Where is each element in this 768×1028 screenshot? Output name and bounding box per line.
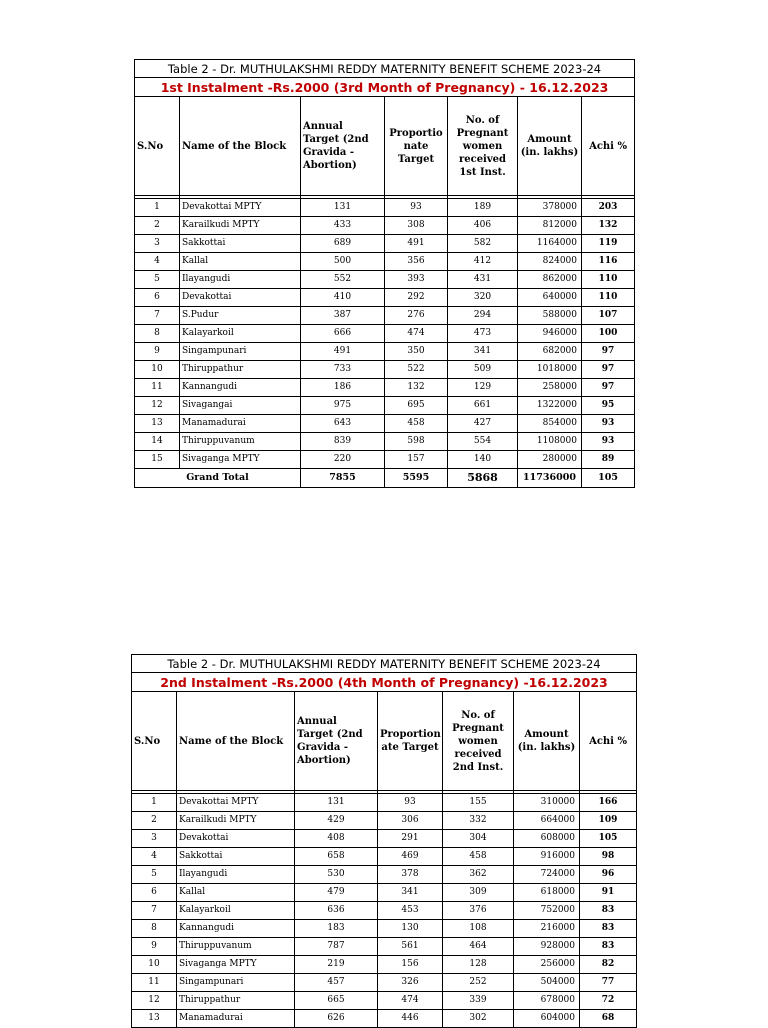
cell-women-received: 406 bbox=[448, 217, 518, 235]
cell-proportionate-target: 306 bbox=[378, 812, 443, 830]
cell-sno: 1 bbox=[135, 199, 180, 217]
cell-sno: 11 bbox=[135, 379, 180, 397]
cell-sno: 3 bbox=[132, 830, 177, 848]
cell-annual-target: 689 bbox=[301, 235, 385, 253]
grand-total-achi: 105 bbox=[582, 469, 635, 488]
cell-annual-target: 975 bbox=[301, 397, 385, 415]
table-body bbox=[132, 791, 637, 1028]
table-row bbox=[135, 433, 635, 451]
cell-amount: 504000 bbox=[514, 974, 580, 992]
cell-amount: 824000 bbox=[518, 253, 582, 271]
cell-proportionate-target: 474 bbox=[378, 992, 443, 1010]
cell-amount: 310000 bbox=[514, 794, 580, 812]
cell-proportionate-target: 341 bbox=[378, 884, 443, 902]
header-amount: Amount (in. lakhs) bbox=[514, 692, 580, 791]
table-row bbox=[132, 794, 637, 812]
table-row bbox=[132, 812, 637, 830]
table-title: Table 2 - Dr. MUTHULAKSHMI REDDY MATERNITY BENEFIT SCHEME 2023-24 bbox=[135, 60, 635, 78]
table-row bbox=[132, 902, 637, 920]
cell-block-name: Thiruppathur bbox=[177, 992, 295, 1010]
cell-amount: 378000 bbox=[518, 199, 582, 217]
header-block: Name of the Block bbox=[180, 97, 301, 196]
cell-women-received: 155 bbox=[443, 794, 514, 812]
cell-block-name: Manamadurai bbox=[180, 415, 301, 433]
cell-sno: 8 bbox=[135, 325, 180, 343]
cell-amount: 618000 bbox=[514, 884, 580, 902]
cell-block-name: Kannangudi bbox=[180, 379, 301, 397]
cell-annual-target: 410 bbox=[301, 289, 385, 307]
cell-sno: 5 bbox=[132, 866, 177, 884]
table-row bbox=[135, 397, 635, 415]
cell-block-name: Manamadurai bbox=[177, 1010, 295, 1028]
header-women-received: No. of Pregnant women received 1st Inst. bbox=[448, 97, 518, 196]
cell-annual-target: 387 bbox=[301, 307, 385, 325]
cell-annual-target: 530 bbox=[295, 866, 378, 884]
cell-achi: 82 bbox=[580, 956, 637, 974]
cell-block-name: Thiruppuvanum bbox=[177, 938, 295, 956]
table-second-instalment bbox=[131, 654, 637, 1028]
cell-proportionate-target: 156 bbox=[378, 956, 443, 974]
cell-block-name: Singampunari bbox=[177, 974, 295, 992]
cell-block-name: Karailkudi MPTY bbox=[180, 217, 301, 235]
cell-achi: 110 bbox=[582, 271, 635, 289]
table-row bbox=[135, 289, 635, 307]
cell-amount: 812000 bbox=[518, 217, 582, 235]
cell-achi: 105 bbox=[580, 830, 637, 848]
cell-women-received: 128 bbox=[443, 956, 514, 974]
cell-annual-target: 643 bbox=[301, 415, 385, 433]
cell-achi: 100 bbox=[582, 325, 635, 343]
table-row bbox=[132, 938, 637, 956]
cell-annual-target: 183 bbox=[295, 920, 378, 938]
cell-women-received: 339 bbox=[443, 992, 514, 1010]
cell-achi: 91 bbox=[580, 884, 637, 902]
table-row bbox=[135, 271, 635, 289]
cell-women-received: 582 bbox=[448, 235, 518, 253]
cell-sno: 4 bbox=[135, 253, 180, 271]
cell-women-received: 427 bbox=[448, 415, 518, 433]
cell-women-received: 661 bbox=[448, 397, 518, 415]
cell-achi: 89 bbox=[582, 451, 635, 469]
cell-women-received: 341 bbox=[448, 343, 518, 361]
header-proportionate-target: Proportion ate Target bbox=[378, 692, 443, 791]
cell-sno: 3 bbox=[135, 235, 180, 253]
table-row bbox=[135, 199, 635, 217]
table-title: Table 2 - Dr. MUTHULAKSHMI REDDY MATERNITY BENEFIT SCHEME 2023-24 bbox=[132, 655, 637, 673]
header-women-received: No. of Pregnant women received 2nd Inst. bbox=[443, 692, 514, 791]
cell-women-received: 376 bbox=[443, 902, 514, 920]
cell-proportionate-target: 326 bbox=[378, 974, 443, 992]
cell-women-received: 129 bbox=[448, 379, 518, 397]
cell-women-received: 320 bbox=[448, 289, 518, 307]
cell-amount: 946000 bbox=[518, 325, 582, 343]
cell-achi: 166 bbox=[580, 794, 637, 812]
table-row bbox=[132, 848, 637, 866]
header-achi: Achi % bbox=[582, 97, 635, 196]
cell-achi: 116 bbox=[582, 253, 635, 271]
header-achi: Achi % bbox=[580, 692, 637, 791]
cell-sno: 6 bbox=[135, 289, 180, 307]
cell-sno: 1 bbox=[132, 794, 177, 812]
cell-achi: 110 bbox=[582, 289, 635, 307]
cell-sno: 2 bbox=[132, 812, 177, 830]
cell-annual-target: 429 bbox=[295, 812, 378, 830]
cell-achi: 83 bbox=[580, 920, 637, 938]
cell-amount: 916000 bbox=[514, 848, 580, 866]
cell-annual-target: 636 bbox=[295, 902, 378, 920]
cell-women-received: 332 bbox=[443, 812, 514, 830]
cell-women-received: 362 bbox=[443, 866, 514, 884]
cell-achi: 132 bbox=[582, 217, 635, 235]
table-row bbox=[135, 325, 635, 343]
cell-achi: 83 bbox=[580, 902, 637, 920]
cell-women-received: 189 bbox=[448, 199, 518, 217]
cell-achi: 83 bbox=[580, 938, 637, 956]
cell-proportionate-target: 561 bbox=[378, 938, 443, 956]
cell-sno: 12 bbox=[135, 397, 180, 415]
cell-block-name: Kallal bbox=[177, 884, 295, 902]
cell-amount: 608000 bbox=[514, 830, 580, 848]
cell-proportionate-target: 291 bbox=[378, 830, 443, 848]
header-proportionate-target: Proportio nate Target bbox=[385, 97, 448, 196]
cell-achi: 95 bbox=[582, 397, 635, 415]
table-row bbox=[132, 866, 637, 884]
cell-achi: 119 bbox=[582, 235, 635, 253]
cell-block-name: Devakottai MPTY bbox=[177, 794, 295, 812]
cell-annual-target: 219 bbox=[295, 956, 378, 974]
table-row bbox=[132, 992, 637, 1010]
cell-sno: 2 bbox=[135, 217, 180, 235]
cell-block-name: Sivaganga MPTY bbox=[180, 451, 301, 469]
cell-sno: 13 bbox=[135, 415, 180, 433]
cell-amount: 640000 bbox=[518, 289, 582, 307]
cell-block-name: Sakkottai bbox=[177, 848, 295, 866]
table-row bbox=[132, 974, 637, 992]
cell-proportionate-target: 695 bbox=[385, 397, 448, 415]
table-row bbox=[135, 415, 635, 433]
cell-block-name: Karailkudi MPTY bbox=[177, 812, 295, 830]
cell-proportionate-target: 393 bbox=[385, 271, 448, 289]
cell-proportionate-target: 132 bbox=[385, 379, 448, 397]
cell-sno: 11 bbox=[132, 974, 177, 992]
cell-block-name: Thiruppuvanum bbox=[180, 433, 301, 451]
cell-amount: 280000 bbox=[518, 451, 582, 469]
cell-amount: 258000 bbox=[518, 379, 582, 397]
grand-total-prop: 5595 bbox=[385, 469, 448, 488]
cell-block-name: Sivaganga MPTY bbox=[177, 956, 295, 974]
cell-women-received: 304 bbox=[443, 830, 514, 848]
cell-amount: 604000 bbox=[514, 1010, 580, 1028]
cell-annual-target: 491 bbox=[301, 343, 385, 361]
grand-total-row bbox=[135, 469, 635, 488]
cell-sno: 13 bbox=[132, 1010, 177, 1028]
cell-annual-target: 839 bbox=[301, 433, 385, 451]
cell-block-name: Ilayangudi bbox=[180, 271, 301, 289]
cell-achi: 97 bbox=[582, 343, 635, 361]
cell-sno: 4 bbox=[132, 848, 177, 866]
cell-achi: 72 bbox=[580, 992, 637, 1010]
cell-sno: 9 bbox=[135, 343, 180, 361]
cell-women-received: 509 bbox=[448, 361, 518, 379]
cell-sno: 9 bbox=[132, 938, 177, 956]
cell-women-received: 108 bbox=[443, 920, 514, 938]
cell-amount: 1322000 bbox=[518, 397, 582, 415]
cell-proportionate-target: 93 bbox=[378, 794, 443, 812]
cell-proportionate-target: 491 bbox=[385, 235, 448, 253]
cell-proportionate-target: 130 bbox=[378, 920, 443, 938]
cell-sno: 12 bbox=[132, 992, 177, 1010]
cell-sno: 10 bbox=[135, 361, 180, 379]
cell-women-received: 294 bbox=[448, 307, 518, 325]
cell-annual-target: 220 bbox=[301, 451, 385, 469]
cell-sno: 7 bbox=[132, 902, 177, 920]
cell-annual-target: 626 bbox=[295, 1010, 378, 1028]
cell-annual-target: 433 bbox=[301, 217, 385, 235]
table-row bbox=[135, 253, 635, 271]
cell-amount: 678000 bbox=[514, 992, 580, 1010]
header-sno: S.No bbox=[132, 692, 177, 791]
cell-sno: 14 bbox=[135, 433, 180, 451]
cell-proportionate-target: 292 bbox=[385, 289, 448, 307]
cell-proportionate-target: 276 bbox=[385, 307, 448, 325]
cell-amount: 216000 bbox=[514, 920, 580, 938]
cell-sno: 15 bbox=[135, 451, 180, 469]
cell-block-name: Kalayarkoil bbox=[180, 325, 301, 343]
cell-achi: 97 bbox=[582, 379, 635, 397]
cell-block-name: Devakottai bbox=[177, 830, 295, 848]
cell-women-received: 309 bbox=[443, 884, 514, 902]
cell-proportionate-target: 446 bbox=[378, 1010, 443, 1028]
cell-achi: 93 bbox=[582, 415, 635, 433]
table-body bbox=[135, 196, 635, 469]
cell-annual-target: 479 bbox=[295, 884, 378, 902]
cell-proportionate-target: 356 bbox=[385, 253, 448, 271]
cell-amount: 1108000 bbox=[518, 433, 582, 451]
cell-women-received: 554 bbox=[448, 433, 518, 451]
cell-amount: 724000 bbox=[514, 866, 580, 884]
cell-achi: 96 bbox=[580, 866, 637, 884]
table-first-instalment bbox=[134, 59, 635, 488]
cell-block-name: Sivagangai bbox=[180, 397, 301, 415]
grand-total-label: Grand Total bbox=[135, 469, 301, 488]
cell-amount: 1018000 bbox=[518, 361, 582, 379]
cell-women-received: 140 bbox=[448, 451, 518, 469]
cell-proportionate-target: 157 bbox=[385, 451, 448, 469]
cell-amount: 928000 bbox=[514, 938, 580, 956]
cell-sno: 7 bbox=[135, 307, 180, 325]
cell-amount: 256000 bbox=[514, 956, 580, 974]
cell-annual-target: 665 bbox=[295, 992, 378, 1010]
header-amount: Amount (in. lakhs) bbox=[518, 97, 582, 196]
cell-proportionate-target: 598 bbox=[385, 433, 448, 451]
cell-achi: 98 bbox=[580, 848, 637, 866]
cell-women-received: 302 bbox=[443, 1010, 514, 1028]
grand-total-amount: 11736000 bbox=[518, 469, 582, 488]
cell-amount: 1164000 bbox=[518, 235, 582, 253]
table-row bbox=[132, 1010, 637, 1028]
cell-block-name: S.Pudur bbox=[180, 307, 301, 325]
header-sno: S.No bbox=[135, 97, 180, 196]
cell-annual-target: 733 bbox=[301, 361, 385, 379]
cell-amount: 664000 bbox=[514, 812, 580, 830]
cell-women-received: 252 bbox=[443, 974, 514, 992]
cell-amount: 854000 bbox=[518, 415, 582, 433]
cell-women-received: 458 bbox=[443, 848, 514, 866]
header-block: Name of the Block bbox=[177, 692, 295, 791]
cell-amount: 862000 bbox=[518, 271, 582, 289]
cell-proportionate-target: 453 bbox=[378, 902, 443, 920]
cell-achi: 107 bbox=[582, 307, 635, 325]
cell-annual-target: 500 bbox=[301, 253, 385, 271]
cell-annual-target: 457 bbox=[295, 974, 378, 992]
cell-amount: 682000 bbox=[518, 343, 582, 361]
table-row bbox=[135, 379, 635, 397]
table-subtitle: 1st Instalment -Rs.2000 (3rd Month of Pregnancy) - 16.12.2023 bbox=[135, 78, 635, 97]
cell-block-name: Thiruppathur bbox=[180, 361, 301, 379]
cell-annual-target: 658 bbox=[295, 848, 378, 866]
cell-block-name: Devakottai MPTY bbox=[180, 199, 301, 217]
table-row bbox=[135, 451, 635, 469]
cell-block-name: Ilayangudi bbox=[177, 866, 295, 884]
cell-block-name: Devakottai bbox=[180, 289, 301, 307]
cell-annual-target: 787 bbox=[295, 938, 378, 956]
cell-block-name: Kallal bbox=[180, 253, 301, 271]
cell-women-received: 473 bbox=[448, 325, 518, 343]
cell-sno: 6 bbox=[132, 884, 177, 902]
grand-total-women: 5868 bbox=[448, 469, 518, 488]
table-row bbox=[135, 235, 635, 253]
cell-achi: 68 bbox=[580, 1010, 637, 1028]
table-row bbox=[135, 307, 635, 325]
cell-sno: 8 bbox=[132, 920, 177, 938]
cell-amount: 588000 bbox=[518, 307, 582, 325]
cell-proportionate-target: 469 bbox=[378, 848, 443, 866]
cell-block-name: Kalayarkoil bbox=[177, 902, 295, 920]
cell-achi: 109 bbox=[580, 812, 637, 830]
cell-annual-target: 666 bbox=[301, 325, 385, 343]
table-row bbox=[132, 956, 637, 974]
cell-block-name: Singampunari bbox=[180, 343, 301, 361]
cell-achi: 97 bbox=[582, 361, 635, 379]
cell-annual-target: 408 bbox=[295, 830, 378, 848]
cell-proportionate-target: 350 bbox=[385, 343, 448, 361]
cell-proportionate-target: 522 bbox=[385, 361, 448, 379]
cell-proportionate-target: 308 bbox=[385, 217, 448, 235]
table-row bbox=[132, 830, 637, 848]
table-row bbox=[135, 361, 635, 379]
table-subtitle: 2nd Instalment -Rs.2000 (4th Month of Pregnancy) -16.12.2023 bbox=[132, 673, 637, 692]
grand-total-annual: 7855 bbox=[301, 469, 385, 488]
cell-amount: 752000 bbox=[514, 902, 580, 920]
cell-proportionate-target: 474 bbox=[385, 325, 448, 343]
table-row bbox=[132, 920, 637, 938]
cell-block-name: Sakkottai bbox=[180, 235, 301, 253]
cell-women-received: 431 bbox=[448, 271, 518, 289]
cell-achi: 93 bbox=[582, 433, 635, 451]
cell-women-received: 464 bbox=[443, 938, 514, 956]
cell-annual-target: 186 bbox=[301, 379, 385, 397]
cell-annual-target: 131 bbox=[301, 199, 385, 217]
cell-annual-target: 131 bbox=[295, 794, 378, 812]
cell-proportionate-target: 93 bbox=[385, 199, 448, 217]
cell-proportionate-target: 378 bbox=[378, 866, 443, 884]
cell-sno: 10 bbox=[132, 956, 177, 974]
cell-sno: 5 bbox=[135, 271, 180, 289]
cell-block-name: Kannangudi bbox=[177, 920, 295, 938]
cell-achi: 203 bbox=[582, 199, 635, 217]
table-row bbox=[135, 217, 635, 235]
table-row bbox=[135, 343, 635, 361]
cell-women-received: 412 bbox=[448, 253, 518, 271]
cell-annual-target: 552 bbox=[301, 271, 385, 289]
header-annual-target: Annual Target (2nd Gravida - Abortion) bbox=[295, 692, 378, 791]
table-row bbox=[132, 884, 637, 902]
cell-achi: 77 bbox=[580, 974, 637, 992]
cell-proportionate-target: 458 bbox=[385, 415, 448, 433]
header-annual-target: Annual Target (2nd Gravida - Abortion) bbox=[301, 97, 385, 196]
